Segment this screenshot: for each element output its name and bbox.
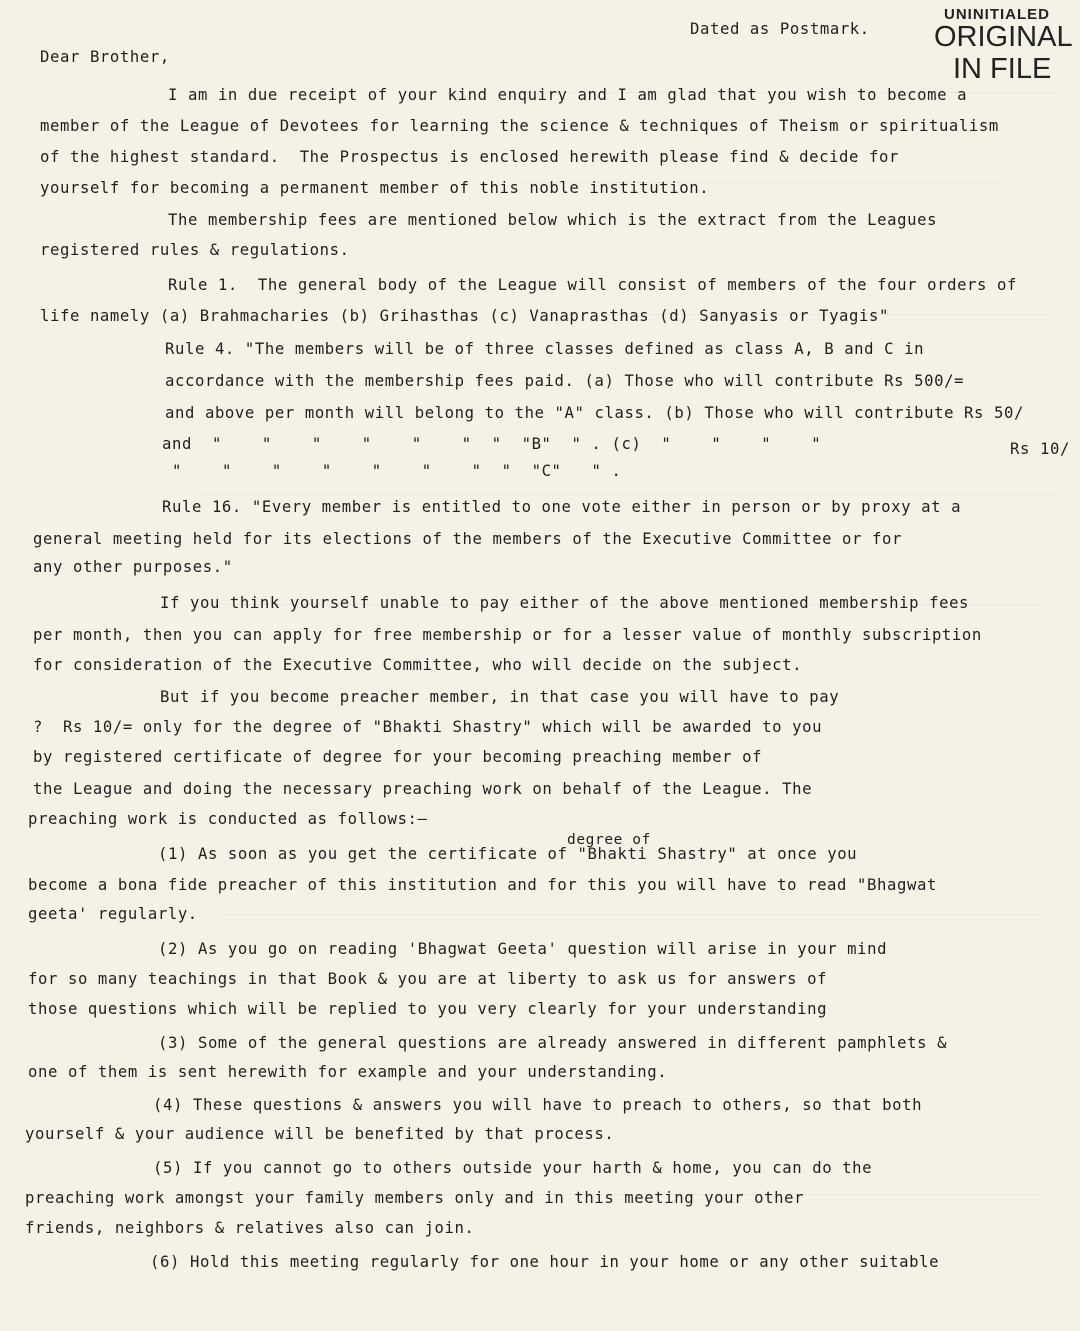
body-line: by registered certificate of degree for your becoming preaching member of bbox=[33, 748, 763, 766]
rule-4-line: and above per month will belong to the "A" class. (b) Those who will contribute Rs 50/ bbox=[165, 404, 1024, 422]
body-line: The membership fees are mentioned below which is the extract from the Leagues bbox=[168, 211, 938, 229]
point-6-line: (6) Hold this meeting regularly for one hour in your home or any other suitable bbox=[150, 1253, 940, 1271]
body-line: the League and doing the necessary preaching work on behalf of the League. The bbox=[33, 780, 813, 798]
body-line: But if you become preacher member, in that case you will have to pay bbox=[160, 688, 840, 706]
dated-line: Dated as Postmark. bbox=[690, 20, 870, 38]
salutation: Dear Brother, bbox=[40, 48, 170, 66]
body-line: of the highest standard. The Prospectus is enclosed herewith please find & decide for bbox=[40, 148, 899, 166]
stamp-in-file: IN FILE bbox=[953, 53, 1052, 85]
stamp-original: ORIGINAL bbox=[934, 21, 1073, 53]
rule-4-line: Rule 4. "The members will be of three classes defined as class A, B and C in bbox=[165, 340, 925, 358]
point-1-line: become a bona fide preacher of this institution and for this you will have to read "Bhagwat bbox=[28, 876, 937, 894]
insertion-note: degree of bbox=[567, 832, 651, 848]
rule-16-line: any other purposes." bbox=[33, 558, 233, 576]
rule-1-line: life namely (a) Brahmacharies (b) Grihasthas (c) Vanaprasthas (d) Sanyasis or Tyagis" bbox=[40, 307, 889, 325]
point-3-line: (3) Some of the general questions are already answered in different pamphlets & bbox=[158, 1034, 948, 1052]
rule-4-amount: Rs 10/ bbox=[1010, 440, 1070, 458]
body-line: member of the League of Devotees for learning the science & techniques of Theism or spiritualism bbox=[40, 117, 999, 135]
body-line: for consideration of the Executive Committee, who will decide on the subject. bbox=[33, 656, 803, 674]
point-4-line: (4) These questions & answers you will have to preach to others, so that both bbox=[153, 1096, 923, 1114]
rule-4-ditto-line: " " " " " " " " "C" " . bbox=[172, 462, 622, 480]
rule-4-ditto-line: and " " " " " " " "B" " . (c) " " " " bbox=[162, 435, 822, 453]
point-2-line: those questions which will be replied to you very clearly for your understanding bbox=[28, 1000, 828, 1018]
rule-1-line: Rule 1. The general body of the League will consist of members of the four orders of bbox=[168, 276, 1017, 294]
point-5-line: (5) If you cannot go to others outside your harth & home, you can do the bbox=[153, 1159, 873, 1177]
body-line: If you think yourself unable to pay either of the above mentioned membership fees bbox=[160, 594, 970, 612]
rule-16-line: Rule 16. "Every member is entitled to one vote either in person or by proxy at a bbox=[162, 498, 962, 516]
point-4-line: yourself & your audience will be benefited by that process. bbox=[25, 1125, 615, 1143]
body-line: per month, then you can apply for free membership or for a lesser value of monthly subscription bbox=[33, 626, 982, 644]
body-line: registered rules & regulations. bbox=[40, 241, 350, 259]
body-line: yourself for becoming a permanent member of this noble institution. bbox=[40, 179, 710, 197]
body-line: ? Rs 10/= only for the degree of "Bhakti Shastry" which will be awarded to you bbox=[33, 718, 823, 736]
point-2-line: (2) As you go on reading 'Bhagwat Geeta' question will arise in your mind bbox=[158, 940, 888, 958]
body-line: I am in due receipt of your kind enquiry and I am glad that you wish to become a bbox=[168, 86, 968, 104]
rule-16-line: general meeting held for its elections of the members of the Executive Committee or for bbox=[33, 530, 902, 548]
rule-4-line: accordance with the membership fees paid. (a) Those who will contribute Rs 500/= bbox=[165, 372, 965, 390]
point-5-line: preaching work amongst your family members only and in this meeting your other bbox=[25, 1189, 805, 1207]
stamp-uninitialed: UNINITIALED bbox=[944, 6, 1050, 23]
point-1-line: geeta' regularly. bbox=[28, 905, 198, 923]
point-2-line: for so many teachings in that Book & you are at liberty to ask us for answers of bbox=[28, 970, 828, 988]
point-5-line: friends, neighbors & relatives also can join. bbox=[25, 1219, 475, 1237]
body-line: preaching work is conducted as follows:— bbox=[28, 810, 428, 828]
point-1-line: (1) As soon as you get the certificate of "Bhakti Shastry" at once you bbox=[158, 845, 858, 863]
point-3-line: one of them is sent herewith for example and your understanding. bbox=[28, 1063, 668, 1081]
